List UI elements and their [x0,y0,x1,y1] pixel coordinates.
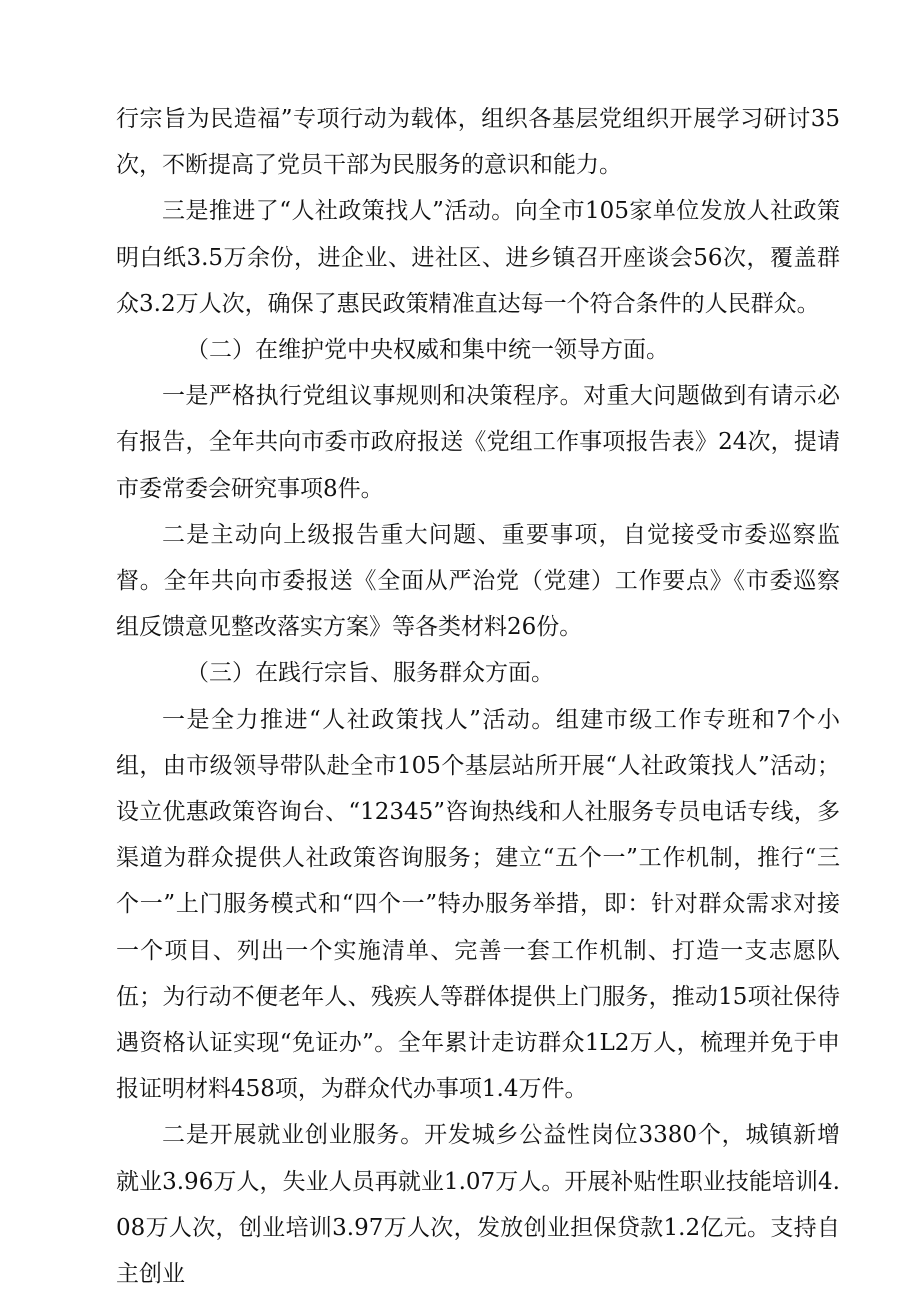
paragraph-policy-outreach: 三是推进了“人社政策找人”活动。向全市105家单位发放人社政策明白纸3.5万余份，进企业、进社区、进乡镇召开座谈会56次，覆盖群众3.2万人次，确保了惠民政策精准直达每一个符合条件的人民群众。 [116,198,840,317]
paragraph-decision-procedure: 一是严格执行党组议事规则和决策程序。对重大问题做到有请示必有报告，全年共向市委市政府报送《党组工作事项报告表》24次，提请市委常委会研究事项8件。 [116,383,840,502]
section-heading-2: （二）在维护党中央权威和集中统一领导方面。 [186,337,669,364]
section-heading-3: （三）在践行宗旨、服务群众方面。 [186,660,554,687]
paragraph-service-campaign: 一是全力推进“人社政策找人”活动。组建市级工作专班和7个小组，由市级领导带队赴全市105个基层站所开展“人社政策找人”活动；设立优惠政策咨询台、“12345”咨询热线和人社服务专员电话专线，多渠道为群众提供人社政策咨询服务；建立“五个一”工作机制，推行“三个一”上门服务模式和“四个一”特办服务举措，即：针对群众需求对接一个项目、列出一个实施清单、完善一套工作机制、打造一支志愿队伍；为行动不便老年人、残疾人等群体提供上门服务，推动15项社保待遇资格认证实现“免证办”。全年累计走访群众1L2万人，梳理并免于申报证明材料458项，为群众代办事项1.4万件。 [116,706,840,1103]
paragraph-continued: 行宗旨为民造福”专项行动为载体，组织各基层党组织开展学习研讨35次，不断提高了党员干部为民服务的意识和能力。 [116,106,840,179]
paragraph-reporting: 二是主动向上级报告重大问题、重要事项，自觉接受市委巡察监督。全年共向市委报送《全面从严治党（党建）工作要点》《市委巡察组反馈意见整改落实方案》等各类材料26份。 [116,521,840,641]
document-page [116,96,840,1297]
paragraph-employment-services: 二是开展就业创业服务。开发城乡公益性岗位3380个，城镇新增就业3.96万人，失业人员再就业1.07万人。开展补贴性职业技能培训4.08万人次，创业培训3.97万人次，发放创业担保贷款1.2亿元。支持自主创业 [116,1122,840,1288]
